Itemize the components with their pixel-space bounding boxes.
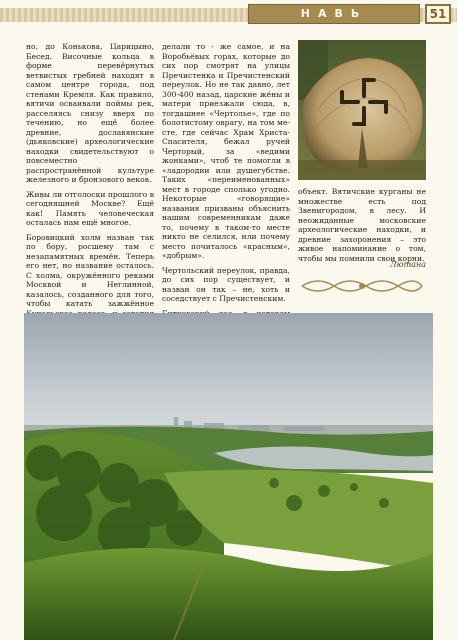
carved-stump-image: [298, 40, 426, 180]
paragraph: объект. Вятичские курганы не множестве есть под Звенигородом, в лесу. И неожиданные московские археологические находки, и древние захоронения – это живое напоминание о том, чтобы мы помнили свои корни.: [298, 187, 426, 263]
ornament-divider: [298, 276, 426, 296]
paragraph: Живы ли отголоски прошлого в сегодняшней Москве? Ещё как! Память человеческая осталась нам ещё многое.: [26, 189, 155, 227]
author-signature: Лютана: [389, 260, 426, 269]
paragraph: Чертольский переулок, правда, до сих пор существует, и назван он так – не, хоть и соседствует с Пречистенским.: [162, 265, 290, 303]
paragraph: делали то - же самое, и на Воробьёвых горах, которые до сих пор смотрят на улицы Пречистенка и Пречистенский переулок. Но не так давно, лет 300-400 назад, царские жёны и матери приезжали сюда, в, тогдашнее «Чертолье», где по болотистому оврагу, на том месте, где сейчас Храм Христа-Спасителя, бежал ручей Черторый, за «ведими жонками», чтоб те помогли в «ладородии или душегубстве. Таких «переименованных» мест в городе сполько угодно. Некоторые «говорящие» названия призваны объяснить нашим современникам даже то, почему в таком-то месте никто не селился, или почему место почиталось «красным», «добрым».: [162, 42, 290, 260]
page-number: 51: [425, 4, 451, 24]
paragraph: Боровицкий холм назван так по бору, росшему там с незапамятных времён. Теперь его нет, но название осталось. С холма, окружённого реками Москвой и Неглинной, казалось, созданного для того, чтобы катать зажжённое: [26, 232, 154, 308]
page-header: [0, 0, 457, 28]
carved-stump-photo: [298, 40, 426, 180]
text-column-3: [298, 187, 426, 268]
paragraph: но, до Конькова, Царицыно, Бесед. Височные кольца в форме перевёрнутых ветвистых гребней находят в самом центре города, под стенами Кремля. Как правило, вятичи осваивали поймы рек, расселяясь снизу вверх по течению, но ещё более древние, дославянские (дьяковские) археологические находки свидетельствуют о повсеместно распространённой культуре железного и бронзового веков.: [26, 42, 154, 184]
landscape-photo: [24, 313, 433, 640]
section-title: НАВЬ: [300, 7, 368, 20]
river-valley-image: [24, 313, 433, 640]
